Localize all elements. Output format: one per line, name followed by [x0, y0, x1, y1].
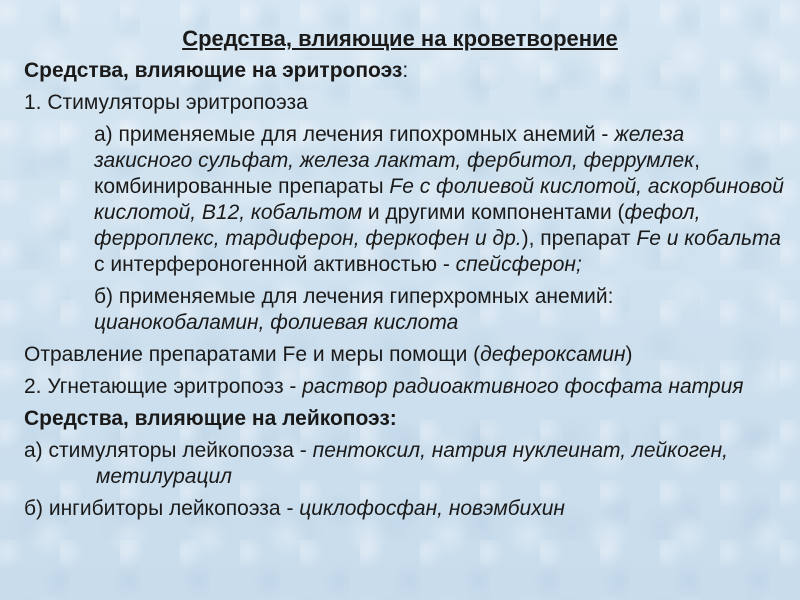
stimulators-heading: 1. Стимуляторы эритропоэза: [24, 91, 308, 114]
leukopoiesis-heading: Средства, влияющие на лейкопоэз:: [24, 407, 397, 430]
leuko-a-text-1: а) стимуляторы лейкопоэза -: [24, 439, 313, 462]
item-a-italic-3: фефол, ферроплекс, тардиферон, феркофен и др.: [94, 201, 701, 250]
slide-title: Средства, влияющие на кроветворение: [182, 26, 618, 51]
erythropoiesis-heading-colon: :: [402, 59, 409, 82]
item-a-text-1: а) применяемые для лечения гипохромных анемий -: [94, 123, 615, 146]
leuko-a-paragraph: [24, 438, 786, 490]
item-b-italic-1: цианокобаламин, фолиевая кислота: [94, 311, 459, 334]
leuko-a-italic-1: пентоксил, натрия нуклеинат, лейкоген, метилурацил: [96, 439, 728, 488]
poisoning-text-1: Отравление препаратами Fe и меры помощи (: [24, 343, 481, 366]
item-a-text-4: ), препарат: [521, 227, 637, 250]
leuko-b-italic-1: циклофосфан, новэмбихин: [299, 497, 565, 520]
item-a-paragraph: [24, 122, 786, 278]
poisoning-text-2: ): [625, 343, 633, 366]
inhibitors-paragraph: [24, 374, 786, 400]
inhibitors-text-1: 2. Угнетающие эритропоэз -: [24, 375, 303, 398]
leuko-b-text-1: б) ингибиторы лейкопоэза -: [24, 497, 300, 520]
item-a-italic-4: Fe и кобальта: [636, 227, 781, 250]
item-a-text-3: и другими компонентами (: [362, 201, 625, 224]
poisoning-paragraph: [24, 342, 786, 368]
item-a-italic-2: Fe с фолиевой кислотой, аскорбиновой кислотой, В12, кобальтом: [94, 175, 784, 224]
poisoning-italic-1: дефероксамин: [480, 343, 626, 366]
leuko-b-paragraph: [24, 496, 786, 522]
item-a-text-5: с интерфероногенной активностью -: [94, 253, 456, 276]
erythropoiesis-heading-text: Средства, влияющие на эритропоэз: [24, 59, 403, 82]
item-a-text-2: , комбинированные препараты: [94, 149, 700, 198]
item-b-text-1: б) применяемые для лечения гиперхромных анемий:: [94, 285, 614, 308]
erythropoiesis-heading: [24, 58, 786, 84]
item-a-italic-1: железа закисного сульфат, железа лактат, фербитол, феррумлек: [94, 123, 695, 172]
item-a-italic-5: спейсферон;: [455, 253, 582, 276]
slide-content: [24, 58, 786, 528]
item-b-paragraph: [24, 284, 786, 336]
inhibitors-italic-1: раствор радиоактивного фосфата натрия: [302, 375, 744, 398]
